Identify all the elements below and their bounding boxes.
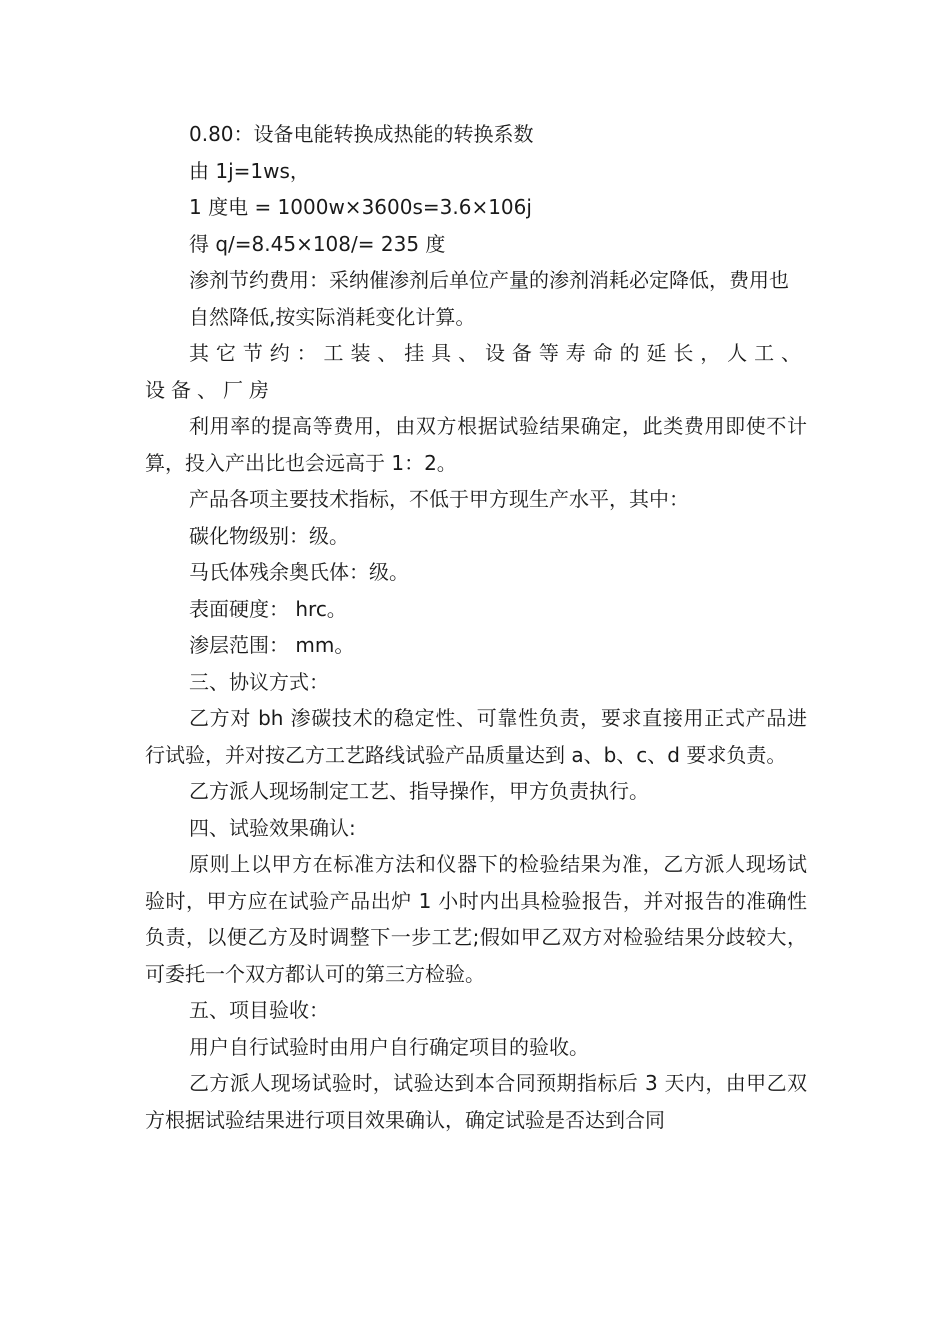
paragraph-agent-savings-cont: 自然降低,按实际消耗变化计算。 <box>189 304 476 329</box>
paragraph-result: 得 q/=8.45×108/= 235 度 <box>189 231 446 256</box>
paragraph-onsite-acceptance: 乙方派人现场试验时，试验达到本合同预期指标后 3 天内，由甲乙双方根据试验结果进行项目效果确认，确定试验是否达到合同 <box>145 1071 807 1132</box>
paragraph-austenite-grade: 马氏体残余奥氏体：级。 <box>189 560 409 584</box>
section-heading-agreement: 三、协议方式： <box>189 669 329 694</box>
paragraph-other-savings-cont: 利用率的提高等费用，由双方根据试验结果确定，此类费用即使不计算，投入产出比也会远高于 1：2。 <box>145 414 807 475</box>
paragraph-agent-savings: 渗剂节约费用：采纳催渗剂后单位产量的渗剂消耗必定降低，费用也 <box>189 268 789 292</box>
paragraph-party-b-responsibility: 乙方对 bh 渗碳技术的稳定性、可靠性负责，要求直接用正式产品进行试验，并对按乙方工艺路线试验产品质量达到 a、b、c、d 要求负责。 <box>145 706 807 767</box>
paragraph-layer-range: 渗层范围： mm。 <box>189 633 355 657</box>
section-heading-confirmation: 四、试验效果确认: <box>189 815 356 840</box>
paragraph-kwh-conversion: 1 度电 = 1000w×3600s=3.6×106j <box>189 195 532 219</box>
paragraph-conversion-coefficient: 0.80：设备电能转换成热能的转换系数 <box>189 122 534 146</box>
paragraph-surface-hardness: 表面硬度： hrc。 <box>189 596 347 621</box>
paragraph-user-acceptance: 用户自行试验时由用户自行确定项目的验收。 <box>189 1034 589 1059</box>
paragraph-onsite-process: 乙方派人现场制定工艺、指导操作，甲方负责执行。 <box>189 779 649 803</box>
paragraph-inspection-principle: 原则上以甲方在标准方法和仪器下的检验结果为准，乙方派人现场试验时，甲方应在试验产品出炉 1 小时内出具检验报告，并对报告的准确性负责，以便乙方及时调整下一步工艺;假如甲乙双方对检验结果分歧较大，可委托一个双方都认可的第三方检验。 <box>145 852 807 986</box>
paragraph-other-savings: 其它节约：工装、挂具、设备等寿命的延长，人工、设备、厂房 <box>145 341 807 402</box>
paragraph-tech-indicators: 产品各项主要技术指标，不低于甲方现生产水平，其中： <box>189 487 689 511</box>
document-body <box>145 116 807 1138</box>
paragraph-carbide-grade: 碳化物级别：级。 <box>189 523 349 548</box>
section-heading-acceptance: 五、项目验收： <box>189 998 329 1022</box>
paragraph-joule-definition: 由 1j=1ws， <box>189 158 310 183</box>
